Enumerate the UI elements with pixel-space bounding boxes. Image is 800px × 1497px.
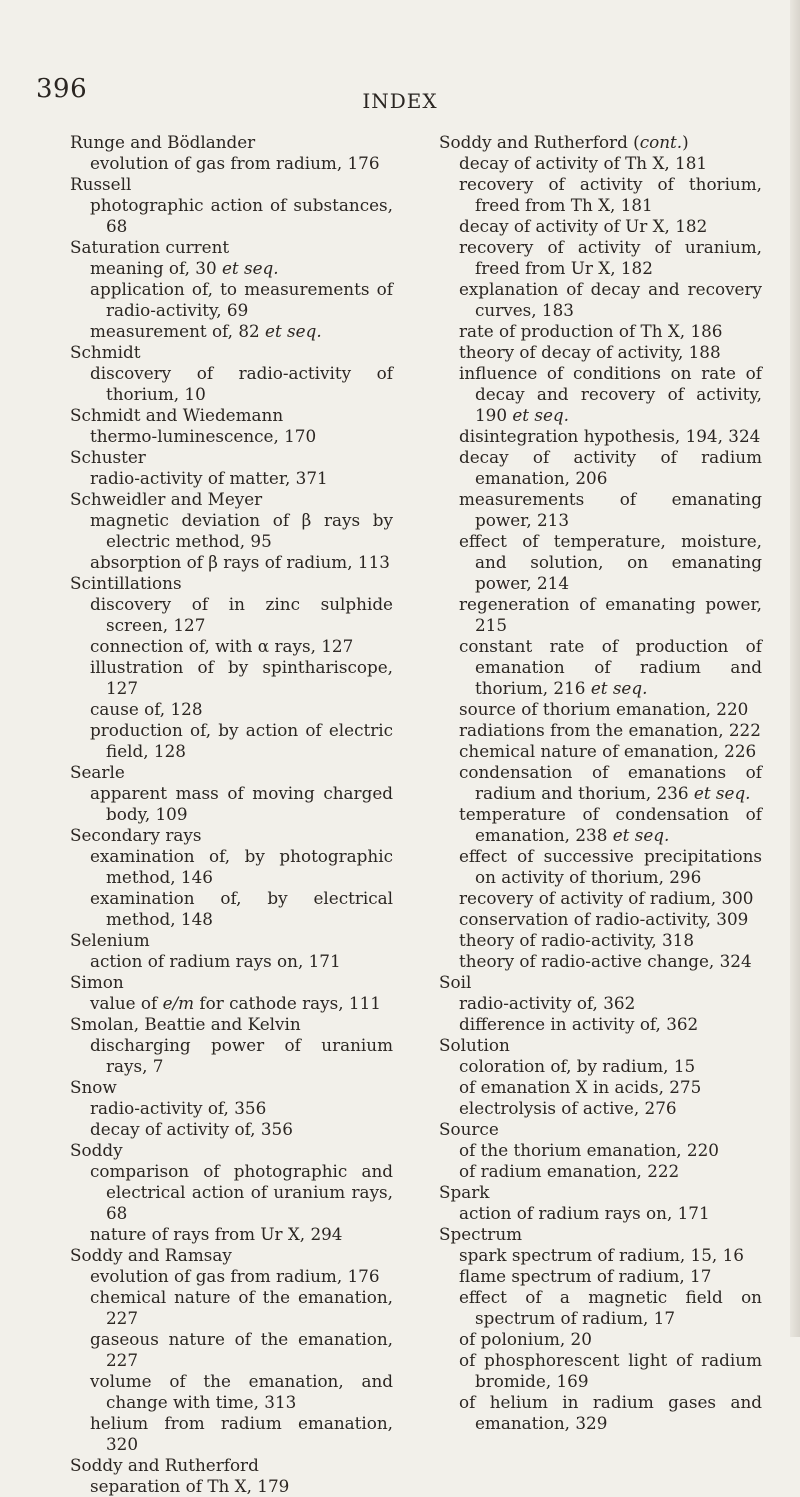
index-subentry: recovery of activity of radium, 300 bbox=[459, 888, 754, 908]
index-subentry: absorption of β rays of radium, 113 bbox=[90, 552, 390, 572]
index-subentry: evolution of gas from radium, 176 bbox=[90, 1266, 380, 1286]
index-subentry: constant rate of production of emanation of radium and thorium, 216 et seq. bbox=[459, 636, 762, 698]
index-subentry: volume of the emanation, and change with time, 313 bbox=[90, 1371, 393, 1412]
index-entry bbox=[70, 447, 393, 489]
page-number: 396 bbox=[36, 74, 88, 104]
index-entry bbox=[70, 825, 393, 930]
index-subentry: recovery of activity of uranium, freed from Ur X, 182 bbox=[459, 237, 762, 278]
index-subentry: of helium in radium gases and emanation, 329 bbox=[459, 1392, 762, 1433]
index-subentry: source of thorium emanation, 220 bbox=[459, 699, 749, 719]
index-entry bbox=[70, 573, 393, 762]
index-heading: Soddy and Rutherford (cont.) bbox=[439, 132, 689, 152]
index-entry bbox=[70, 1455, 393, 1497]
index-subentry: decay of activity of radium emanation, 206 bbox=[459, 447, 762, 488]
index-heading: Solution bbox=[439, 1035, 510, 1055]
index-heading: Schuster bbox=[70, 447, 146, 467]
index-subentry: cause of, 128 bbox=[90, 699, 203, 719]
index-subentry: radio-activity of, 362 bbox=[459, 993, 636, 1013]
index-subentry: coloration of, by radium, 15 bbox=[459, 1056, 696, 1076]
index-subentry: comparison of photographic and electrical action of uranium rays, 68 bbox=[90, 1161, 393, 1223]
index-heading: Runge and Bödlander bbox=[70, 132, 256, 152]
index-subentry: decay of activity of Th X, 181 bbox=[459, 153, 708, 173]
index-subentry: application of, to measurements of radio-activity, 69 bbox=[90, 279, 393, 320]
index-subentry: gaseous nature of the emanation, 227 bbox=[90, 1329, 393, 1370]
index-subentry: discharging power of uranium rays, 7 bbox=[90, 1035, 393, 1076]
index-heading: Soddy bbox=[70, 1140, 123, 1160]
index-entry bbox=[439, 972, 762, 1035]
index-heading: Soddy and Rutherford bbox=[70, 1455, 259, 1475]
index-entry bbox=[439, 132, 762, 972]
index-subentry: conservation of radio-activity, 309 bbox=[459, 909, 749, 929]
index-subentry: spark spectrum of radium, 15, 16 bbox=[459, 1245, 744, 1265]
index-heading: Simon bbox=[70, 972, 124, 992]
index-subentry: examination of, by electrical method, 148 bbox=[90, 888, 393, 929]
index-column-right bbox=[439, 132, 762, 1434]
index-subentry: photographic action of substances, 68 bbox=[90, 195, 393, 236]
index-subentry: flame spectrum of radium, 17 bbox=[459, 1266, 712, 1286]
index-subentry: apparent mass of moving charged body, 109 bbox=[90, 783, 393, 824]
running-head: INDEX bbox=[362, 89, 438, 113]
index-entry bbox=[70, 237, 393, 342]
index-subentry: thermo-luminescence, 170 bbox=[90, 426, 317, 446]
index-heading: Schweidler and Meyer bbox=[70, 489, 263, 509]
index-entry bbox=[439, 1035, 762, 1119]
index-entry bbox=[70, 342, 393, 405]
index-entry bbox=[70, 405, 393, 447]
index-heading: Soil bbox=[439, 972, 472, 992]
page-edge-shadow bbox=[790, 0, 800, 1337]
index-heading: Spectrum bbox=[439, 1224, 523, 1244]
index-subentry: measurements of emanating power, 213 bbox=[459, 489, 762, 530]
index-entry bbox=[70, 1140, 393, 1245]
index-subentry: discovery of in zinc sulphide screen, 127 bbox=[90, 594, 393, 635]
index-subentry: radiations from the emanation, 222 bbox=[459, 720, 761, 740]
index-subentry: of emanation X in acids, 275 bbox=[459, 1077, 702, 1097]
index-subentry: nature of rays from Ur X, 294 bbox=[90, 1224, 343, 1244]
index-column-left bbox=[70, 132, 393, 1497]
index-subentry: chemical nature of emanation, 226 bbox=[459, 741, 757, 761]
index-subentry: explanation of decay and recovery curves, 183 bbox=[459, 279, 762, 320]
index-subentry: discovery of radio-activity of thorium, 10 bbox=[90, 363, 393, 404]
index-subentry: disintegration hypothesis, 194, 324 bbox=[459, 426, 761, 446]
index-entry bbox=[70, 174, 393, 237]
index-entry bbox=[70, 930, 393, 972]
index-entry bbox=[439, 1119, 762, 1182]
index-subentry: effect of successive precipitations on activity of thorium, 296 bbox=[459, 846, 762, 887]
index-subentry: action of radium rays on, 171 bbox=[459, 1203, 710, 1223]
index-heading: Selenium bbox=[70, 930, 150, 950]
index-heading: Scintillations bbox=[70, 573, 182, 593]
index-subentry: examination of, by photographic method, 146 bbox=[90, 846, 393, 887]
index-entry bbox=[70, 1014, 393, 1077]
index-heading: Secondary rays bbox=[70, 825, 202, 845]
index-heading: Source bbox=[439, 1119, 499, 1139]
index-subentry: rate of production of Th X, 186 bbox=[459, 321, 723, 341]
index-heading: Smolan, Beattie and Kelvin bbox=[70, 1014, 301, 1034]
index-entry bbox=[70, 1245, 393, 1455]
index-subentry: production of, by action of electric field, 128 bbox=[90, 720, 393, 761]
index-subentry: theory of radio-active change, 324 bbox=[459, 951, 752, 971]
index-subentry: radio-activity of, 356 bbox=[90, 1098, 267, 1118]
index-heading: Searle bbox=[70, 762, 125, 782]
index-heading: Spark bbox=[439, 1182, 490, 1202]
index-subentry: effect of temperature, moisture, and solution, on emanating power, 214 bbox=[459, 531, 762, 593]
index-subentry: regeneration of emanating power, 215 bbox=[459, 594, 762, 635]
index-entry bbox=[70, 489, 393, 573]
index-subentry: of phosphorescent light of radium bromide, 169 bbox=[459, 1350, 762, 1391]
index-subentry: helium from radium emanation, 320 bbox=[90, 1413, 393, 1454]
index-subentry: of the thorium emanation, 220 bbox=[459, 1140, 719, 1160]
index-entry bbox=[70, 762, 393, 825]
index-subentry: electrolysis of active, 276 bbox=[459, 1098, 677, 1118]
index-subentry: temperature of condensation of emanation, 238 et seq. bbox=[459, 804, 762, 845]
index-heading: Saturation current bbox=[70, 237, 230, 257]
index-subentry: connection of, with α rays, 127 bbox=[90, 636, 354, 656]
index-heading: Russell bbox=[70, 174, 132, 194]
index-entry bbox=[70, 972, 393, 1014]
index-subentry: theory of decay of activity, 188 bbox=[459, 342, 721, 362]
index-subentry: recovery of activity of thorium, freed from Th X, 181 bbox=[459, 174, 762, 215]
index-subentry: measurement of, 82 et seq. bbox=[90, 321, 322, 341]
index-heading: Schmidt bbox=[70, 342, 141, 362]
index-heading: Soddy and Ramsay bbox=[70, 1245, 232, 1265]
index-subentry: meaning of, 30 et seq. bbox=[90, 258, 279, 278]
index-subentry: difference in activity of, 362 bbox=[459, 1014, 699, 1034]
index-heading: Schmidt and Wiedemann bbox=[70, 405, 284, 425]
index-subentry: chemical nature of the emanation, 227 bbox=[90, 1287, 393, 1328]
index-entry bbox=[439, 1182, 762, 1224]
index-subentry: of radium emanation, 222 bbox=[459, 1161, 680, 1181]
index-subentry: of polonium, 20 bbox=[459, 1329, 592, 1349]
index-subentry: condensation of emanations of radium and thorium, 236 et seq. bbox=[459, 762, 762, 803]
index-subentry: effect of a magnetic field on spectrum of radium, 17 bbox=[459, 1287, 762, 1328]
index-subentry: decay of activity of Ur X, 182 bbox=[459, 216, 708, 236]
index-subentry: action of radium rays on, 171 bbox=[90, 951, 341, 971]
index-subentry: value of e/m for cathode rays, 111 bbox=[90, 993, 381, 1013]
index-entry bbox=[439, 1224, 762, 1434]
index-subentry: magnetic deviation of β rays by electric method, 95 bbox=[90, 510, 393, 551]
index-subentry: illustration of by spinthariscope, 127 bbox=[90, 657, 393, 698]
index-entry bbox=[70, 1077, 393, 1140]
index-heading: Snow bbox=[70, 1077, 117, 1097]
index-entry bbox=[70, 132, 393, 174]
index-subentry: decay of activity of, 356 bbox=[90, 1119, 293, 1139]
index-subentry: influence of conditions on rate of decay and recovery of activity, 190 et seq. bbox=[459, 363, 762, 425]
index-subentry: evolution of gas from radium, 176 bbox=[90, 153, 380, 173]
index-subentry: theory of radio-activity, 318 bbox=[459, 930, 695, 950]
index-subentry: radio-activity of matter, 371 bbox=[90, 468, 328, 488]
index-subentry: separation of Th X, 179 bbox=[90, 1476, 290, 1496]
